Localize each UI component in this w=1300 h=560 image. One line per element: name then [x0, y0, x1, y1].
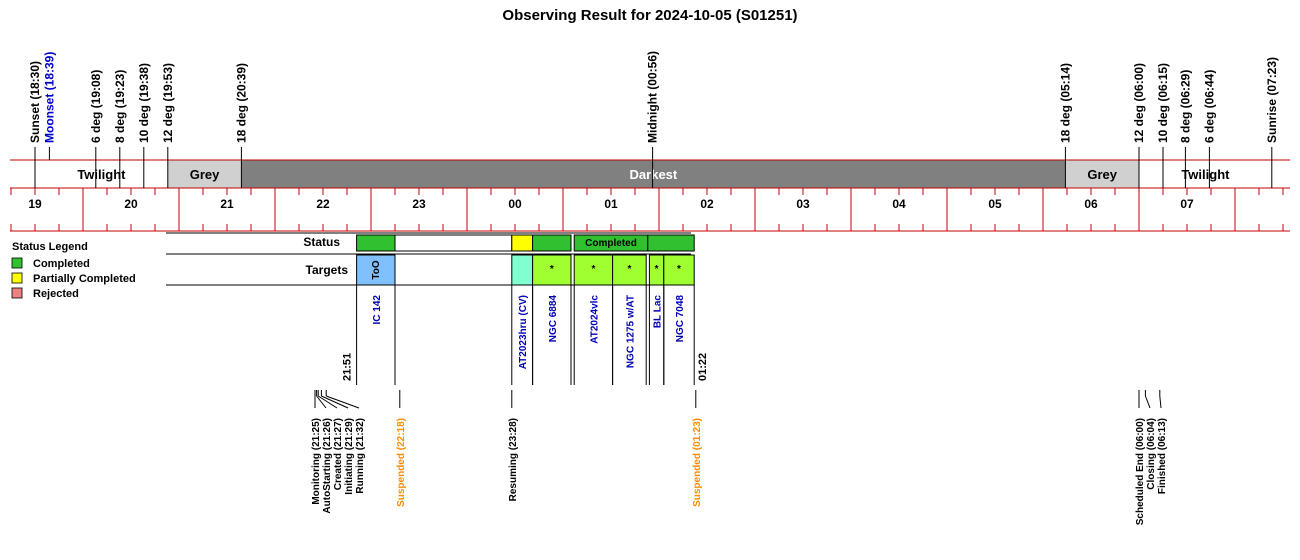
schedule-rows	[166, 233, 709, 385]
timeline-events	[311, 390, 1168, 525]
sky-event-label: 6 deg (06:44)	[1202, 69, 1217, 143]
hour-tick-label: 01	[604, 197, 618, 211]
legend-label: Rejected	[33, 288, 79, 300]
sky-event-label: Sunrise (07:23)	[1264, 56, 1279, 143]
hour-tick-label: 00	[508, 197, 522, 211]
target-name: NGC 7048	[675, 295, 686, 343]
sky-event-label: 8 deg (19:23)	[112, 69, 127, 143]
legend-title: Status Legend	[12, 241, 88, 253]
timeline-event-label: Running (21:32)	[355, 418, 366, 494]
status-segment-empty	[395, 235, 512, 251]
status-segment-label: Completed	[585, 238, 637, 249]
target-inner-label: *	[654, 264, 659, 275]
timeline-event-label: Closing (06:04)	[1146, 418, 1157, 490]
sky-event-label: Midnight (00:56)	[645, 51, 660, 143]
target-name: IC 142	[371, 295, 383, 325]
hour-tick-label: 22	[316, 197, 330, 211]
target-name: NGC 6884	[547, 295, 559, 343]
hour-tick-label: 07	[1180, 197, 1194, 211]
legend-label: Partially Completed	[33, 273, 136, 285]
target-inner-label: *	[677, 264, 681, 275]
sky-event-label: 18 deg (05:14)	[1058, 62, 1073, 143]
sky-band-label: Twilight	[1181, 167, 1230, 182]
target-inner-label: ToO	[370, 260, 382, 280]
timeline-event-label: Finished (06:13)	[1157, 418, 1168, 495]
timeline-event-leader	[1160, 396, 1161, 408]
timeline-event-label: Resuming (23:28)	[507, 418, 519, 502]
sky-event-label: 12 deg (19:53)	[160, 62, 175, 143]
sky-event-label: 18 deg (20:39)	[234, 62, 249, 143]
hour-tick-label: 20	[124, 197, 138, 211]
timeline-event-label: Created (21:27)	[333, 418, 344, 491]
timeline-event-label: Suspended (22:18)	[395, 418, 407, 507]
sky-event-label: 10 deg (06:15)	[1156, 62, 1170, 143]
sky-event-label: Moonset (18:39)	[42, 51, 57, 143]
sky-band-label: Darkest	[629, 167, 678, 182]
target-inner-label: *	[627, 264, 632, 275]
targets-row-header: Targets	[305, 263, 348, 277]
timeline-event-label: Initiating (21:29)	[344, 418, 355, 495]
time-mark-label: 21:51	[341, 352, 354, 381]
sky-event-label: 6 deg (19:08)	[88, 69, 103, 143]
status-legend	[12, 241, 136, 300]
hour-tick-label: 21	[220, 197, 234, 211]
timeline-event-label: Suspended (01:23)	[691, 418, 703, 507]
timeline-event-leader	[326, 396, 359, 408]
hour-tick-label: 04	[892, 197, 906, 211]
hour-tick-label: 06	[1084, 197, 1098, 211]
hour-tick-label: 23	[412, 197, 426, 211]
status-row-header: Status	[303, 235, 340, 249]
timeline-event-leader	[1145, 396, 1150, 408]
sky-band-label: Twilight	[77, 167, 126, 182]
timeline-event-label: Scheduled End (06:00)	[1135, 418, 1146, 526]
target-name: AT2024vlc	[589, 295, 601, 344]
target-block-at2023hru-cv	[512, 255, 533, 285]
status-segment-completed	[357, 235, 395, 251]
target-inner-label: *	[591, 264, 596, 275]
legend-label: Completed	[33, 258, 90, 270]
target-name: NGC 1275 w/AT	[625, 295, 637, 369]
sky-event-label: 12 deg (06:00)	[1132, 62, 1146, 143]
hour-tick-label: 03	[796, 197, 810, 211]
timeline-event-label: Monitoring (21:25)	[311, 418, 322, 505]
status-segment-completed	[648, 235, 694, 251]
target-name: BL Lac	[652, 295, 664, 329]
status-segment-completed	[533, 235, 571, 251]
sky-band-label: Grey	[1087, 167, 1118, 182]
hour-tick-label: 19	[28, 197, 42, 211]
sky-event-label: Sunset (18:30)	[28, 60, 42, 143]
sky-event-label: 8 deg (06:29)	[1178, 69, 1193, 143]
target-inner-label: *	[549, 264, 554, 275]
status-segment-partial	[512, 235, 533, 251]
target-name: AT2023hru (CV)	[518, 295, 530, 370]
sky-band-label: Grey	[189, 167, 220, 182]
legend-swatch-partially-completed	[12, 273, 22, 283]
timeline-event-label: AutoStarting (21:26)	[322, 418, 333, 514]
hour-tick-label: 05	[988, 197, 1002, 211]
hour-tick-label: 02	[700, 197, 714, 211]
chart-title: Observing Result for 2024-10-05 (S01251)	[502, 7, 798, 24]
legend-swatch-rejected	[12, 288, 22, 298]
sky-bands	[35, 160, 1272, 188]
sky-event-label: 10 deg (19:38)	[136, 62, 151, 143]
legend-swatch-completed	[12, 258, 22, 268]
time-mark-label: 01:22	[697, 352, 710, 381]
